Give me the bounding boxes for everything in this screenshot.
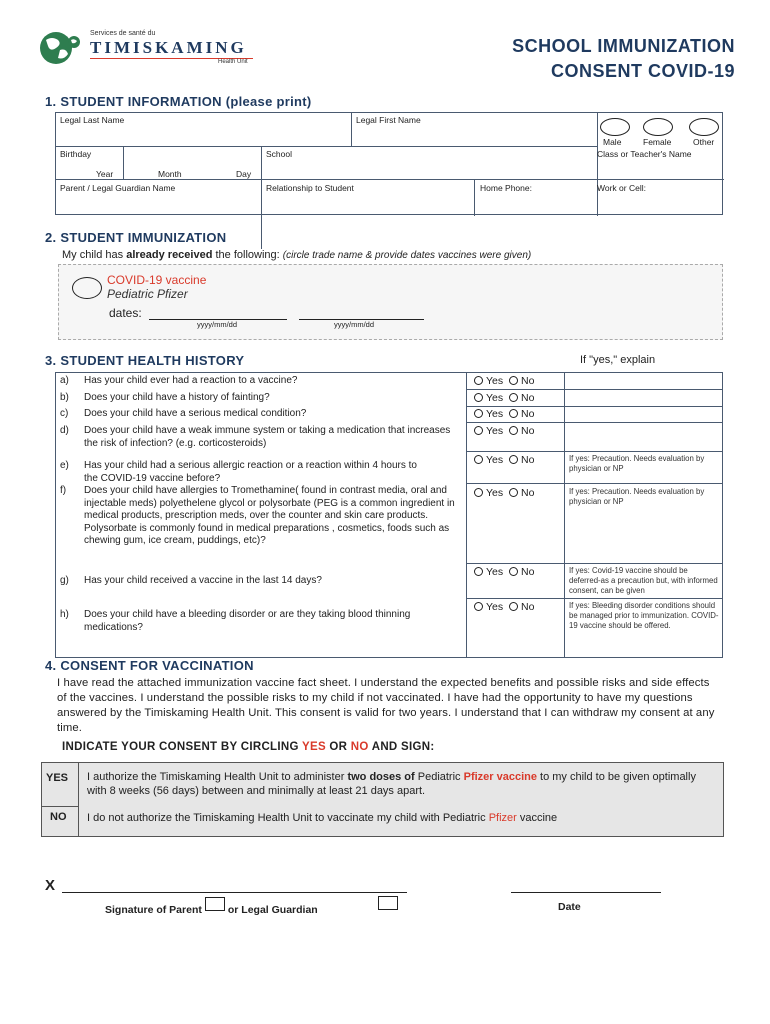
no-radio-icon[interactable]: [509, 567, 518, 576]
org-small-text: Services de santé du: [90, 30, 156, 37]
answer-c[interactable]: Yes No: [474, 408, 534, 420]
relationship-label: Relationship to Student: [266, 183, 354, 193]
yes-radio-icon[interactable]: [474, 409, 483, 418]
consent-yes-option[interactable]: YES: [46, 772, 69, 784]
answer-a[interactable]: Yes No: [474, 375, 534, 387]
answer-b[interactable]: Yes No: [474, 392, 534, 404]
yes-radio-icon[interactable]: [474, 455, 483, 464]
section1-title: 1. STUDENT INFORMATION (please print): [45, 94, 312, 109]
logo: [38, 30, 258, 66]
note-g: If yes: Covid-19 vaccine should be deferred-as a precaution but, with informed consent, can be given: [569, 566, 718, 595]
vaccine-sub-name: Pediatric Pfizer: [107, 287, 188, 301]
note-e: If yes: Precaution. Needs evaluation by physician or NP: [569, 454, 705, 473]
explain-header: If "yes," explain: [580, 354, 656, 366]
yes-radio-icon[interactable]: [474, 393, 483, 402]
relationship-field[interactable]: [263, 193, 473, 215]
section4-title: 4. CONSENT FOR VACCINATION: [45, 658, 254, 673]
org-sub-text: Health Unit: [218, 59, 248, 65]
no-radio-icon[interactable]: [509, 409, 518, 418]
day-label: Day: [236, 169, 252, 179]
note-h: If yes: Bleeding disorder conditions should be managed prior to immunization. COVID-19 vaccine should be offered.: [569, 601, 719, 630]
yes-radio-icon[interactable]: [474, 602, 483, 611]
date-field[interactable]: [511, 880, 661, 893]
date-label: Date: [558, 901, 581, 913]
yes-radio-icon[interactable]: [474, 376, 483, 385]
vaccine-name: COVID-19 vaccine: [107, 273, 207, 287]
consent-choice-box: [41, 762, 724, 837]
class-teacher-field[interactable]: [599, 159, 723, 178]
date1-field[interactable]: [149, 306, 287, 320]
parent-name-label: Parent / Legal Guardian Name: [60, 183, 176, 193]
work-cell-field[interactable]: [599, 193, 723, 215]
date2-field[interactable]: [299, 306, 424, 320]
legal-first-name-label: Legal First Name: [356, 115, 421, 125]
org-name: TIMISKAMING: [90, 38, 247, 57]
guardian-checkbox[interactable]: [378, 896, 398, 910]
school-field[interactable]: [263, 159, 596, 178]
male-label: Male: [603, 137, 622, 147]
answer-h[interactable]: Yes No: [474, 601, 534, 613]
female-label: Female: [643, 137, 672, 147]
consent-no-text: I do not authorize the Timiskaming Health Unit to vaccinate my child with Pediatric Pfizer vaccine: [87, 812, 558, 824]
section2-title: 2. STUDENT IMMUNIZATION: [45, 230, 227, 245]
legal-last-name-field[interactable]: [57, 125, 350, 145]
year-label: Year: [96, 169, 114, 179]
health-history-table: a) Has your child ever had a reaction to a vaccine? b) Does your child have a history of fainting? c) Does your child have a serious medical condition? d) Does your child have a weak immune system or taking a medication that increases the risk of infection? (e.g. corticosteroids) e) Has your child had a serious allergic reaction or a reaction within 4 hours to the COVID-19 vaccine before? f) Does your child have allergies to Tromethamine( found in contrast media, oral and injectable meds) polyethelene glycol or polysorbate (PEG is a common ingredient in medical products, prescription meds, over the counter and skin care products. Polysorbate is commonly found in medical preparations , cosmetics, foods such as chewing gum, ice cream, puddings, etc)? g) Has your child received a vaccine in the last 14 days? h) Does your child have a bleeding disorder or are they taking blood thinning medications? Yes No Yes No Yes No Yes No Yes No Yes No Yes No Yes No If yes: Precaution. Needs evaluation by physician or NP If yes: Precaution. Needs evaluation by physician or NP If yes: Covid-19 vaccine should be deferred-as a precaution but, with informed consent, can be given If yes: Bleeding disorder conditions should be managed prior to immunization. COVID-19 vaccine should be offered.: [55, 372, 723, 658]
signature-x-mark: X: [45, 877, 56, 894]
yes-radio-icon[interactable]: [474, 426, 483, 435]
vaccine-history-box: [58, 264, 723, 340]
yes-radio-icon[interactable]: [474, 488, 483, 497]
home-phone-label: Home Phone:: [480, 183, 532, 193]
parent-checkbox[interactable]: [205, 897, 225, 911]
answer-e[interactable]: Yes No: [474, 454, 534, 466]
legal-first-name-field[interactable]: [353, 125, 596, 145]
signature-role-labels: Signature of Parent or Legal Guardian: [105, 897, 318, 916]
yes-radio-icon[interactable]: [474, 567, 483, 576]
date2-format: yyyy/mm/dd: [334, 320, 375, 329]
answer-d[interactable]: Yes No: [474, 425, 534, 437]
answer-f[interactable]: Yes No: [474, 487, 534, 499]
consent-no-option[interactable]: NO: [50, 811, 67, 823]
no-radio-icon[interactable]: [509, 393, 518, 402]
globe-logo-icon: [38, 30, 82, 66]
gender-female-option[interactable]: [643, 118, 673, 136]
section2-intro: My child has already received the following: (circle trade name & provide dates vaccines were given): [62, 249, 532, 261]
work-cell-label: Work or Cell:: [597, 183, 646, 193]
home-phone-field[interactable]: [476, 193, 596, 215]
month-label: Month: [158, 169, 182, 179]
date1-format: yyyy/mm/dd: [197, 320, 238, 329]
section3-title: 3. STUDENT HEALTH HISTORY: [45, 353, 245, 368]
answer-g[interactable]: Yes No: [474, 566, 534, 578]
class-teacher-label: Class or Teacher's Name: [597, 149, 692, 159]
student-info-table: [55, 112, 723, 215]
vaccine-circle-option[interactable]: [72, 277, 102, 299]
consent-paragraph: I have read the attached immunization vaccine fact sheet. I understand the expected benefits and possible risks and side effects of the vaccines. I understand the possible risks to my child if not vaccinated. I have had the opportunity to have my questions answered by the Timiskaming Health Unit. This consent is valid for two years. I understand that I can withdraw my consent at any time.: [57, 677, 715, 734]
no-radio-icon[interactable]: [509, 602, 518, 611]
parent-name-field[interactable]: [57, 193, 260, 215]
consent-yes-text: I authorize the Timiskaming Health Unit to administer two doses of Pediatric Pfizer vaccine to my child to be given optimally with 8 weeks (56 days) between and minimally at least 21 days apart.: [87, 771, 696, 797]
gender-male-option[interactable]: [600, 118, 630, 136]
indicate-consent-instruction: INDICATE YOUR CONSENT BY CIRCLING YES OR NO AND SIGN:: [62, 741, 435, 753]
no-radio-icon[interactable]: [509, 376, 518, 385]
other-label: Other: [693, 137, 715, 147]
no-radio-icon[interactable]: [509, 455, 518, 464]
legal-last-name-label: Legal Last Name: [60, 115, 125, 125]
note-f: If yes: Precaution. Needs evaluation by physician or NP: [569, 487, 705, 506]
form-title-line1: SCHOOL IMMUNIZATION: [512, 36, 735, 56]
birthday-label: Birthday: [60, 149, 92, 159]
gender-other-option[interactable]: [689, 118, 719, 136]
signature-field[interactable]: [62, 880, 407, 893]
no-radio-icon[interactable]: [509, 426, 518, 435]
no-radio-icon[interactable]: [509, 488, 518, 497]
dates-label: dates:: [109, 306, 142, 320]
form-title-line2: CONSENT COVID-19: [550, 61, 735, 81]
school-label: School: [266, 149, 292, 159]
